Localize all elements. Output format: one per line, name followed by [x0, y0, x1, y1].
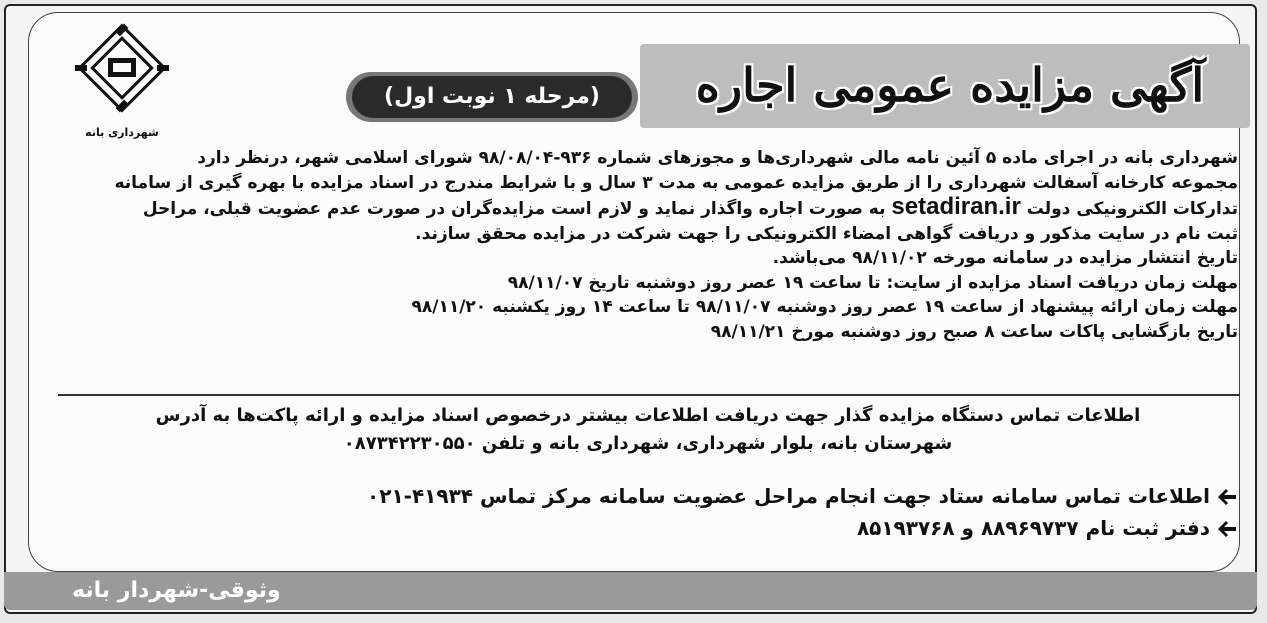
mayor-signature: وثوقی-شهردار بانه	[72, 578, 281, 603]
contact-section	[58, 402, 1238, 458]
registration-office-row	[300, 512, 1238, 544]
registration-office-text: دفتر ثبت نام ۸۸۹۶۹۷۳۷ و ۸۵۱۹۳۷۶۸	[856, 516, 1210, 540]
document-deadline-line: مهلت زمان دریافت اسناد مزایده از سایت: تا ساعت ۱۹ عصر روز دوشنبه تاریخ ۹۸/۱۱/۰۷	[507, 272, 1238, 293]
stage-label: (مرحله ۱ نوبت اول)	[352, 76, 632, 118]
proposal-deadline-line: مهلت زمان ارائه پیشنهاد از ساعت ۱۹ عصر روز دوشنبه ۹۸/۱۱/۰۷ تا ساعت ۱۴ روز یکشنبه ۹۸/۱۱/۲۰	[411, 297, 1238, 317]
body-line-with-site	[58, 195, 1238, 222]
body-line-segment: تدارکات الکترونیکی دولت	[1026, 199, 1238, 219]
body-line: مجموعه کارخانه آسفالت شهرداری را از طریق مزایده عمومی به مدت ۳ سال و با شرایط مندرج در اسناد مزایده با بهره گیری از سامانه	[114, 172, 1238, 193]
body-line: ثبت نام در سایت مذکور و دریافت گواهی امضاء الکترونیکی را جهت شرکت در مزایده محقق سازند.	[415, 223, 1238, 244]
contact-line: اطلاعات تماس دستگاه مزایده گذار جهت دریافت اطلاعات بیشتر درخصوص اسناد مزایده و ارائه پاکت‌ها به آدرس	[155, 405, 1141, 426]
body-line: شهرداری بانه در اجرای ماده ۵ آئین نامه مالی شهرداری‌ها و مجوزهای شماره ۹۳۶-۹۸/۰۸/۰۴ شورای اسلامی شهر، درنظر دارد	[197, 148, 1238, 168]
setad-contact-row	[300, 480, 1238, 512]
announcement-body	[58, 146, 1238, 344]
ad-title: آگهی مزایده عمومی اجاره	[695, 58, 1205, 112]
municipality-logo	[62, 16, 182, 144]
body-line-segment: به صورت اجاره واگذار نماید و لازم است مزایده‌گران در صورت عدم عضویت قبلی، مراحل	[142, 199, 886, 219]
setad-contact-text: اطلاعات تماس سامانه ستاد جهت انجام مراحل عضویت سامانه مرکز تماس ۴۱۹۳۴-۰۲۱	[367, 484, 1210, 508]
opening-date-line: تاریخ بازگشایی پاکات ساعت ۸ صبح روز دوشنبه مورخ ۹۸/۱۱/۲۱	[710, 321, 1238, 342]
setad-contact-section	[300, 480, 1238, 544]
section-divider	[58, 394, 1240, 396]
pointing-hand-icon	[1216, 517, 1238, 539]
contact-address-line: شهرستان بانه، بلوار شهرداری، شهرداری بانه و تلفن ۰۸۷۳۴۲۲۳۰۵۵۰	[343, 433, 953, 454]
logo-caption: شهرداری بانه	[85, 126, 159, 139]
publish-date-line: تاریخ انتشار مزایده در سامانه مورخه ۹۸/۱۱/۰۲ می‌باشد.	[772, 248, 1238, 268]
baneh-emblem-icon	[67, 16, 177, 124]
setadiran-site: setadiran.ir	[891, 193, 1021, 220]
pointing-hand-icon	[1216, 485, 1238, 507]
